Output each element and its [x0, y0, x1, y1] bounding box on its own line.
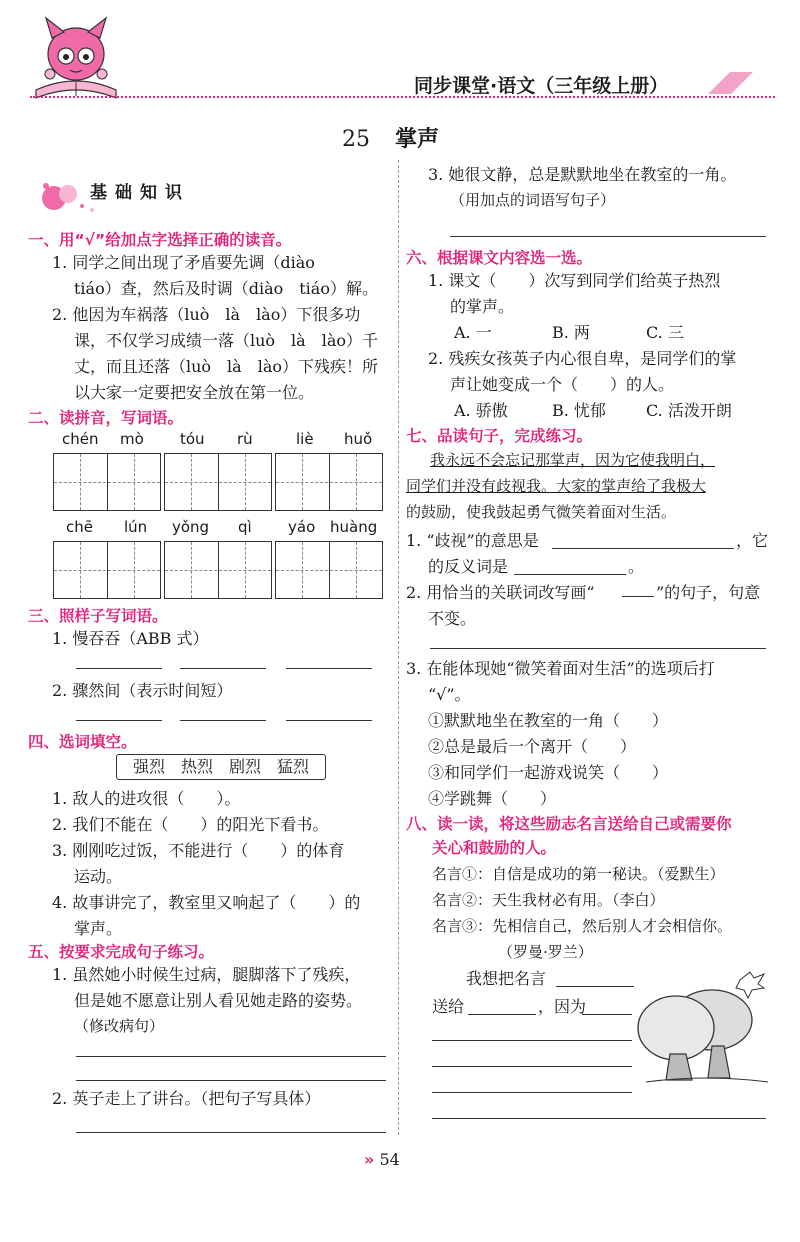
answer-line[interactable]	[450, 236, 766, 237]
s7-q1-line2: 的反义词是	[428, 557, 509, 576]
answer-line[interactable]	[432, 1040, 632, 1041]
s6-q1-line2: 的掌声。	[450, 297, 515, 316]
passage-line3: 的鼓励，使我鼓起勇气微笑着面对生活。	[406, 503, 677, 521]
s1-q2-line3: 丈，而且还落（luò là lào）下残疾！所	[74, 357, 379, 376]
s5-q1-line2: 但是她不愿意让别人看见她走路的姿势。	[74, 991, 363, 1010]
answer-line[interactable]	[552, 548, 734, 549]
quote-2: 名言②：天生我材必有用。（李白）	[432, 891, 665, 909]
footer	[364, 1150, 400, 1169]
s5-q1-line1: 1. 虽然她小时候生过病，腿脚落下了残疾，	[52, 965, 361, 984]
s7-q1-line1: 1. “歧视”的意思是	[406, 531, 539, 550]
section-2-title: 二、读拼音，写词语。	[28, 409, 184, 427]
writing-grid[interactable]	[164, 453, 272, 511]
s3-q1: 1. 慢吞吞（ABB 式）	[52, 629, 209, 648]
section-6-title: 六、根据课文内容选一选。	[406, 249, 593, 267]
s7-q1-line2-end: 。	[628, 557, 645, 576]
pinyin: lún	[124, 518, 148, 536]
header-mascot	[28, 12, 124, 102]
underline-mark	[622, 596, 654, 597]
answer-line[interactable]	[76, 720, 162, 721]
s6-q2-option-a[interactable]: A. 骄傲	[454, 401, 508, 420]
s4-q1: 1. 敌人的进攻很（ ）。	[52, 789, 241, 808]
word-bank: 强烈 热烈 剧烈 猛烈	[116, 754, 326, 780]
s7-q3-option-3[interactable]: ③和同学们一起游戏说笑（ ）	[428, 763, 669, 782]
s4-q2: 2. 我们不能在（ ）的阳光下看书。	[52, 815, 329, 834]
answer-line[interactable]	[286, 668, 372, 669]
basic-knowledge-label: 基础知识	[90, 183, 190, 203]
book-title: 同步课堂·语文（三年级上册）	[414, 75, 669, 97]
header-title-bar	[408, 70, 748, 96]
s1-q1-line1: 1. 同学之间出现了矛盾要先调（diào	[52, 253, 315, 272]
s5-q2: 2. 英子走上了讲台。（把句子写具体）	[52, 1089, 321, 1108]
s7-q3-option-1[interactable]: ①默默地坐在教室的一角（ ）	[428, 711, 669, 730]
tree-illustration	[636, 962, 776, 1088]
s1-q2-line4: 以大家一定要把安全放在第一位。	[74, 383, 315, 402]
header-dotted-rule	[30, 96, 775, 98]
answer-line[interactable]	[514, 574, 626, 575]
s4-q4-line2: 掌声。	[74, 919, 123, 938]
writing-grid[interactable]	[53, 541, 161, 599]
answer-line[interactable]	[76, 1132, 386, 1133]
pinyin: mò	[120, 430, 144, 448]
s5-q3-line2: （用加点的词语写句子）	[450, 191, 616, 209]
quote-3-author: （罗曼·罗兰）	[498, 943, 593, 961]
answer-line[interactable]	[582, 1014, 632, 1015]
s7-q3-option-2[interactable]: ②总是最后一个离开（ ）	[428, 737, 637, 756]
answer-line[interactable]	[432, 1092, 632, 1093]
column-divider	[398, 160, 399, 1135]
s6-q1-option-b[interactable]: B. 两	[552, 323, 590, 342]
fill-line2b: ，因为	[538, 997, 587, 1016]
s6-q1-line1: 1. 课文（ ）次写到同学们给英子热烈	[428, 271, 721, 290]
pinyin: huǒ	[344, 430, 373, 448]
answer-line[interactable]	[76, 1080, 386, 1081]
quote-1: 名言①：自信是成功的第一秘诀。（爱默生）	[432, 865, 725, 883]
section-7-title: 七、品读句子，完成练习。	[406, 427, 593, 445]
s1-q2-line1: 2. 他因为车祸落（luò là lào）下很多功	[52, 305, 361, 324]
s6-q2-option-b[interactable]: B. 忧郁	[552, 401, 606, 420]
basic-knowledge-badge	[32, 170, 212, 218]
writing-grid[interactable]	[275, 453, 383, 511]
s4-q4-line1: 4. 故事讲完了，教室里又响起了（ ）的	[52, 893, 361, 912]
answer-line[interactable]	[286, 720, 372, 721]
s7-q2-line2: 不变。	[428, 609, 477, 628]
answer-line[interactable]	[430, 648, 766, 649]
section-5-title: 五、按要求完成句子练习。	[28, 943, 215, 961]
section-8-title-line2: 关心和鼓励的人。	[432, 839, 557, 857]
s1-q1-line2: tiáo）查，然后及时调（diào tiáo）解。	[74, 279, 378, 298]
fill-line1: 我想把名言	[466, 969, 547, 988]
pinyin: yǒng	[172, 518, 210, 536]
answer-line[interactable]	[180, 668, 266, 669]
pinyin: liè	[296, 430, 314, 448]
lesson-number: 25	[342, 127, 370, 152]
answer-line[interactable]	[468, 1014, 536, 1015]
section-3-title: 三、照样子写词语。	[28, 607, 168, 625]
pinyin: chē	[66, 518, 93, 536]
answer-line[interactable]	[76, 1056, 386, 1057]
pinyin: tóu	[180, 430, 205, 448]
passage-line2	[406, 474, 706, 498]
lesson-name: 掌声	[395, 126, 440, 152]
passage-line1: 我永远不会忘记那掌声，因为它使我明白，	[430, 451, 716, 469]
s7-q3-line1: 3. 在能体现她“微笑着面对生活”的选项后打	[406, 659, 715, 678]
answer-line[interactable]	[76, 668, 162, 669]
s6-q2-line1: 2. 残疾女孩英子内心很自卑，是同学们的掌	[428, 349, 737, 368]
s5-q1-line3: （修改病句）	[74, 1017, 165, 1035]
section-8-title-line1: 八、读一读，将这些励志名言送给自己或需要你	[406, 815, 732, 833]
s7-q1-line1-end: ，它	[736, 531, 769, 550]
s7-q2-line1: 2. 用恰当的关联词改写画“	[406, 583, 595, 602]
passage-line2-text: 同学们并没有歧视我。大家的掌声给了我极大	[406, 477, 707, 495]
pinyin: huàng	[330, 518, 378, 536]
writing-grid[interactable]	[53, 453, 161, 511]
s3-q2: 2. 骤然间（表示时间短）	[52, 681, 233, 700]
pinyin: rù	[237, 430, 253, 448]
answer-line[interactable]	[556, 986, 634, 987]
pinyin: yáo	[288, 518, 316, 536]
answer-line[interactable]	[432, 1066, 632, 1067]
quote-3: 名言③：先相信自己，然后别人才会相信你。	[432, 917, 733, 935]
answer-line[interactable]	[180, 720, 266, 721]
s4-q3-line1: 3. 刚刚吃过饭，不能进行（ ）的体育	[52, 841, 345, 860]
answer-line[interactable]	[432, 1118, 766, 1119]
s7-q3-line2: “√”。	[428, 685, 471, 704]
s1-q2-line2: 课，不仅学习成绩一落（luò là lào）千	[74, 331, 379, 350]
s7-q2-line1-end: ”的句子，句意	[656, 583, 761, 602]
double-chevron-icon: »	[364, 1150, 375, 1169]
s7-q3-option-4[interactable]: ④学跳舞（ ）	[428, 789, 557, 808]
s5-q3-line1: 3. 她很文静，总是默默地坐在教室的一角。	[428, 165, 737, 184]
pinyin: qì	[238, 518, 252, 536]
writing-grid[interactable]	[275, 541, 383, 599]
s4-q3-line2: 运动。	[74, 867, 123, 886]
s6-q1-option-c[interactable]: C. 三	[646, 323, 684, 342]
lesson-title	[342, 122, 439, 153]
page-number: 54	[379, 1150, 400, 1169]
section-4-title: 四、选词填空。	[28, 733, 137, 751]
writing-grid[interactable]	[164, 541, 272, 599]
s6-q1-option-a[interactable]: A. 一	[454, 323, 492, 342]
section-1-title: 一、用“√”给加点字选择正确的读音。	[28, 231, 292, 249]
pinyin: chén	[62, 430, 99, 448]
fill-line2a: 送给	[432, 997, 465, 1016]
s6-q2-line2: 声让她变成一个（ ）的人。	[450, 375, 675, 394]
s6-q2-option-c[interactable]: C. 活泼开朗	[646, 401, 732, 420]
